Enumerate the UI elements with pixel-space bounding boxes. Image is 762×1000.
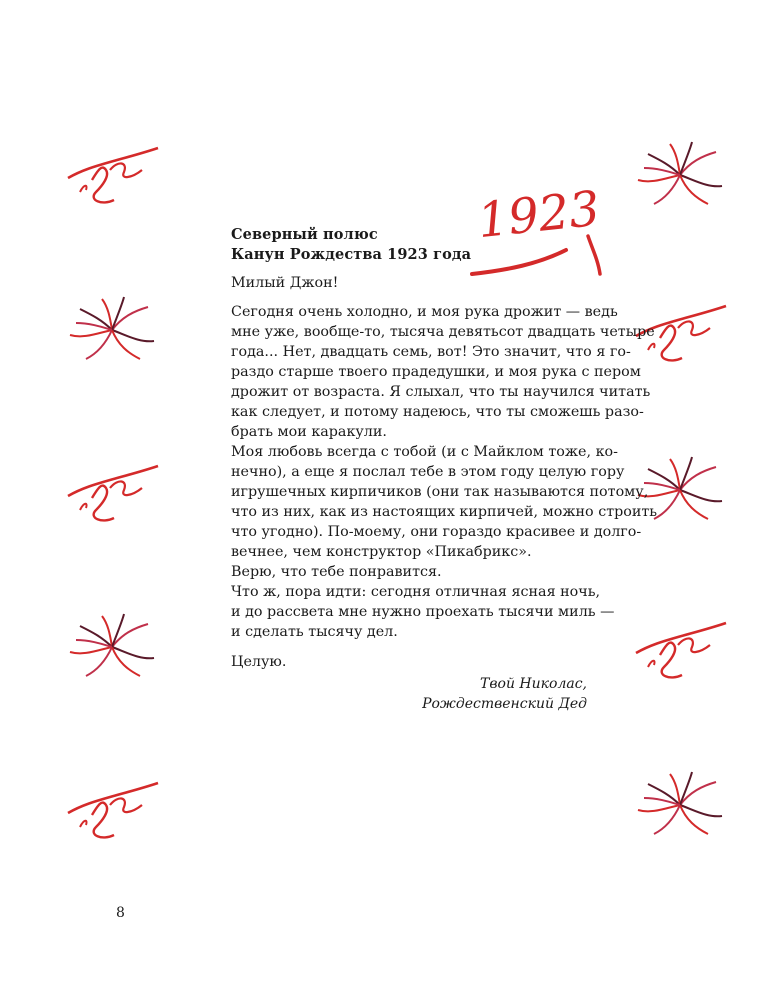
ink-flourish-icon	[62, 775, 162, 845]
letter-line: Верю, что тебе понравится.	[231, 564, 442, 580]
letter-line: Сегодня очень холодно, и моя рука дрожит — ведь	[231, 304, 618, 320]
letter-line: дрожит от возраста. Я слыхал, что ты научился читать	[231, 384, 651, 400]
ink-star-icon	[62, 295, 162, 365]
letter-line: вечнее, чем конструктор «Пикабрикс».	[231, 544, 532, 560]
ink-flourish-icon	[630, 615, 730, 685]
letter-heading-date: Канун Рождества 1923 года	[231, 246, 472, 263]
letter-heading-place: Северный полюс	[231, 226, 378, 243]
handwritten-year	[468, 178, 638, 288]
letter-line: и сделать тысячу дел.	[231, 624, 398, 640]
handwritten-year-text: 1923	[475, 180, 603, 250]
ink-star-icon	[630, 140, 730, 210]
letter-line: мне уже, вообще-то, тысяча девятьсот двадцать четыре	[231, 324, 655, 340]
letter-line: года... Нет, двадцать семь, вот! Это значит, что я го-	[231, 344, 631, 360]
page-number: 8	[116, 905, 125, 921]
letter-line: раздо старше твоего прадедушки, и моя рука с пером	[231, 364, 641, 380]
letter-line: брать мои каракули.	[231, 424, 387, 440]
letter-line: что угодно). По-моему, они гораздо красивее и долго-	[231, 524, 642, 540]
letter-closing: Целую.	[231, 654, 287, 670]
letter-line: Моя любовь всегда с тобой (и с Майклом тоже, ко-	[231, 444, 618, 460]
letter-line: нечно), а еще я послал тебе в этом году целую гору	[231, 464, 625, 480]
signature-line-1: Твой Николас,	[480, 676, 587, 692]
ink-flourish-icon	[62, 458, 162, 528]
letter-line: что из них, как из настоящих кирпичей, можно строить	[231, 504, 658, 520]
letter-line: как следует, и потому надеюсь, что ты сможешь разо-	[231, 404, 644, 420]
ink-star-icon	[62, 612, 162, 682]
letter-greeting: Милый Джон!	[231, 275, 339, 291]
letter-line: игрушечных кирпичиков (они так называются потому,	[231, 484, 649, 500]
letter-line: Что ж, пора идти: сегодня отличная ясная ночь,	[231, 584, 601, 600]
ink-star-icon	[630, 770, 730, 840]
signature-line-2: Рождественский Дед	[422, 696, 587, 712]
letter-line: и до рассвета мне нужно проехать тысячи миль —	[231, 604, 615, 620]
ink-flourish-icon	[62, 140, 162, 210]
